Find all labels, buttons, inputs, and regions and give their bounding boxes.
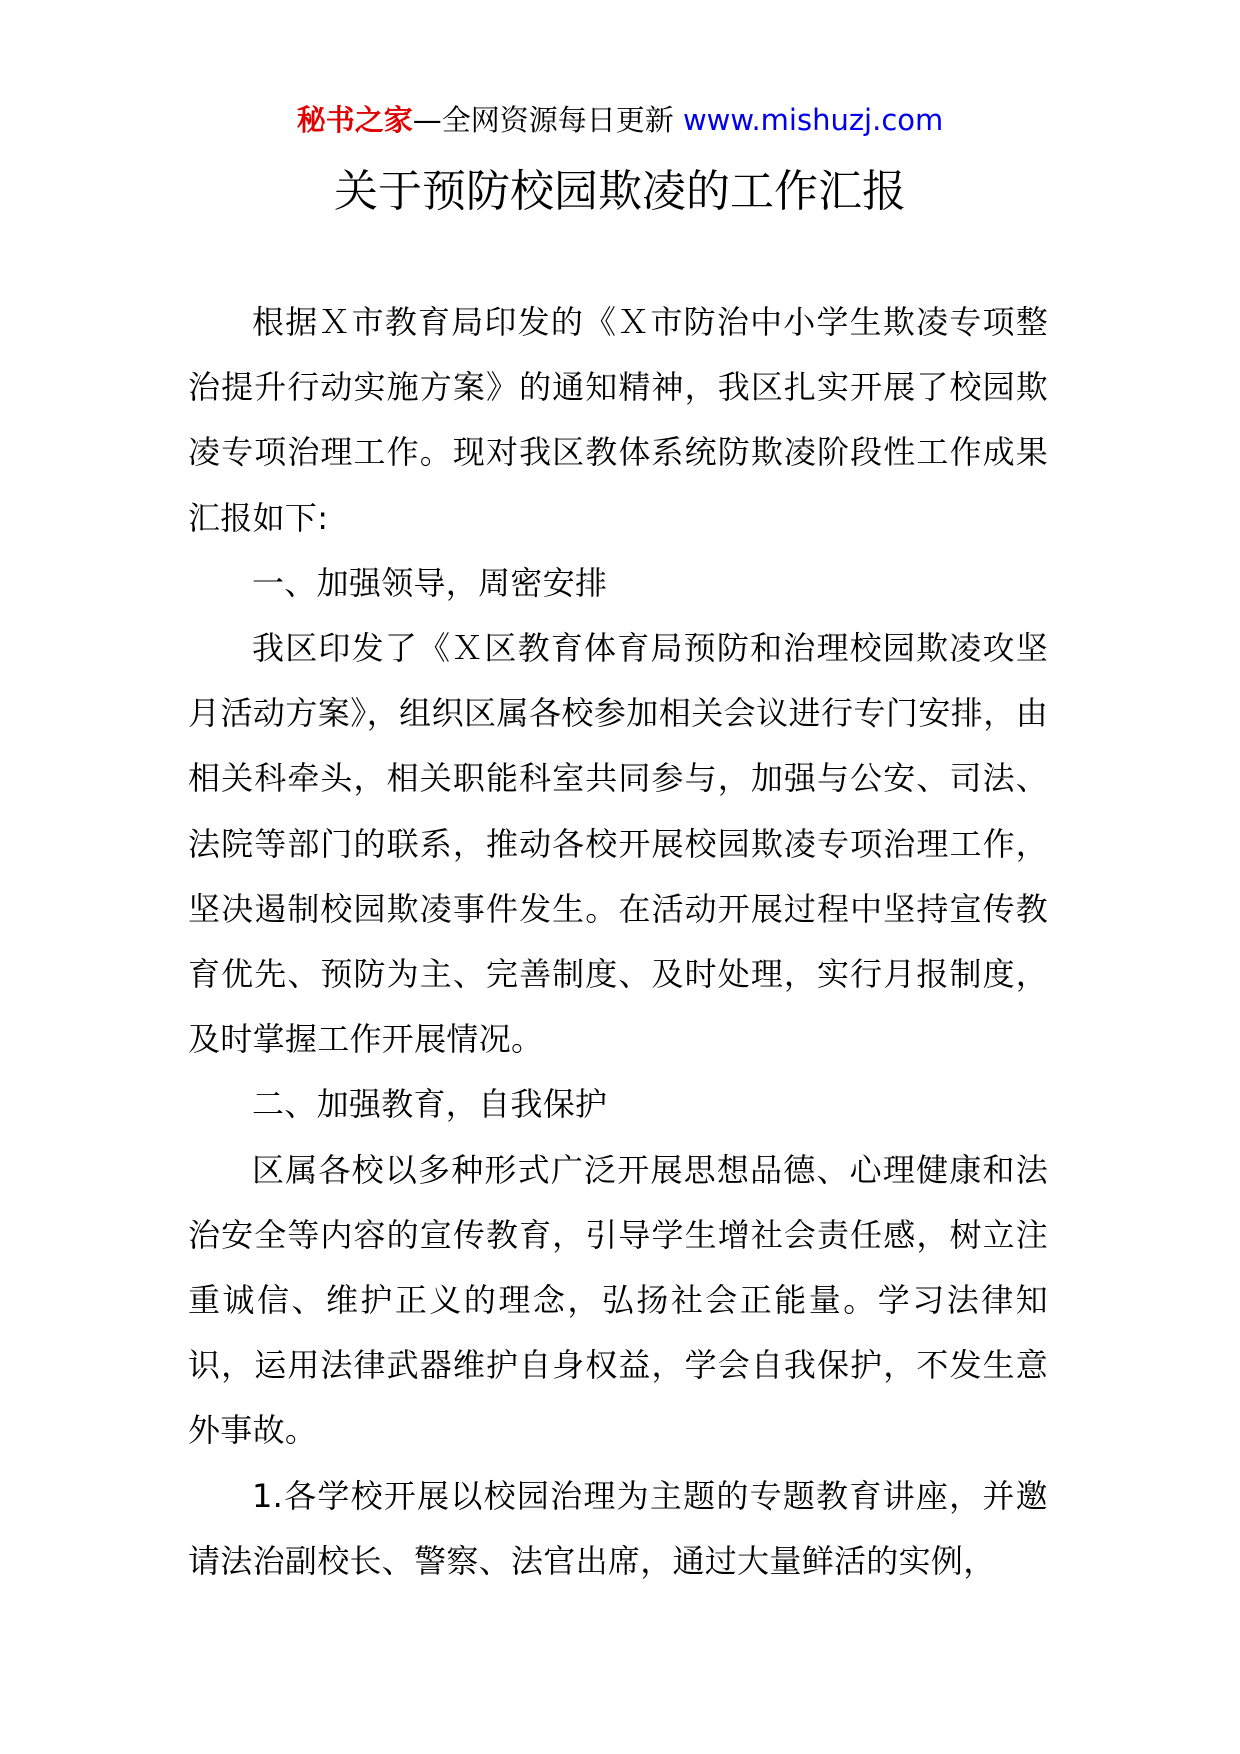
section-heading-2: 二、加强教育，自我保护 bbox=[252, 1085, 608, 1124]
document-title: 关于预防校园欺凌的工作汇报 bbox=[334, 166, 906, 217]
document-body bbox=[188, 290, 1048, 1594]
section-1-paragraph: 我区印发了《Ｘ区教育体育局预防和治理校园欺凌攻坚月活动方案》，组织区属各校参加相关会议进行专门安排，由相关科牵头，相关职能科室共同参与，加强与公安、司法、法院等部门的联系，推动各校开展校园欺凌专项治理工作，坚决遏制校园欺凌事件发生。在活动开展过程中坚持宣传教育优先、预防为主、完善制度、及时处理，实行月报制度，及时掌握工作开展情况。 bbox=[188, 629, 1048, 1059]
intro-paragraph: 根据Ｘ市教育局印发的《Ｘ市防治中小学生欺凌专项整治提升行动实施方案》的通知精神，我区扎实开展了校园欺凌专项治理工作。现对我区教体系统防欺凌阶段性工作成果汇报如下: bbox=[188, 303, 1048, 537]
section-2-item-1: 1.各学校开展以校园治理为主题的专题教育讲座，并邀请法治副校长、警察、法官出席，通过大量鲜活的实例， bbox=[188, 1476, 1048, 1580]
section-heading-1: 一、加强领导，周密安排 bbox=[252, 563, 608, 602]
section-2-paragraph: 区属各校以多种形式广泛开展思想品德、心理健康和法治安全等内容的宣传教育，引导学生增社会责任感，树立注重诚信、维护正义的理念，弘扬社会正能量。学习法律知识，运用法律武器维护自身权益，学会自我保护，不发生意外事故。 bbox=[188, 1150, 1048, 1450]
header-slogan: —全网资源每日更新 bbox=[412, 103, 674, 137]
brand-name: 秘书之家 bbox=[296, 103, 413, 137]
site-url-link[interactable]: www.mishuzj.com bbox=[682, 103, 944, 137]
site-header bbox=[0, 100, 1240, 140]
